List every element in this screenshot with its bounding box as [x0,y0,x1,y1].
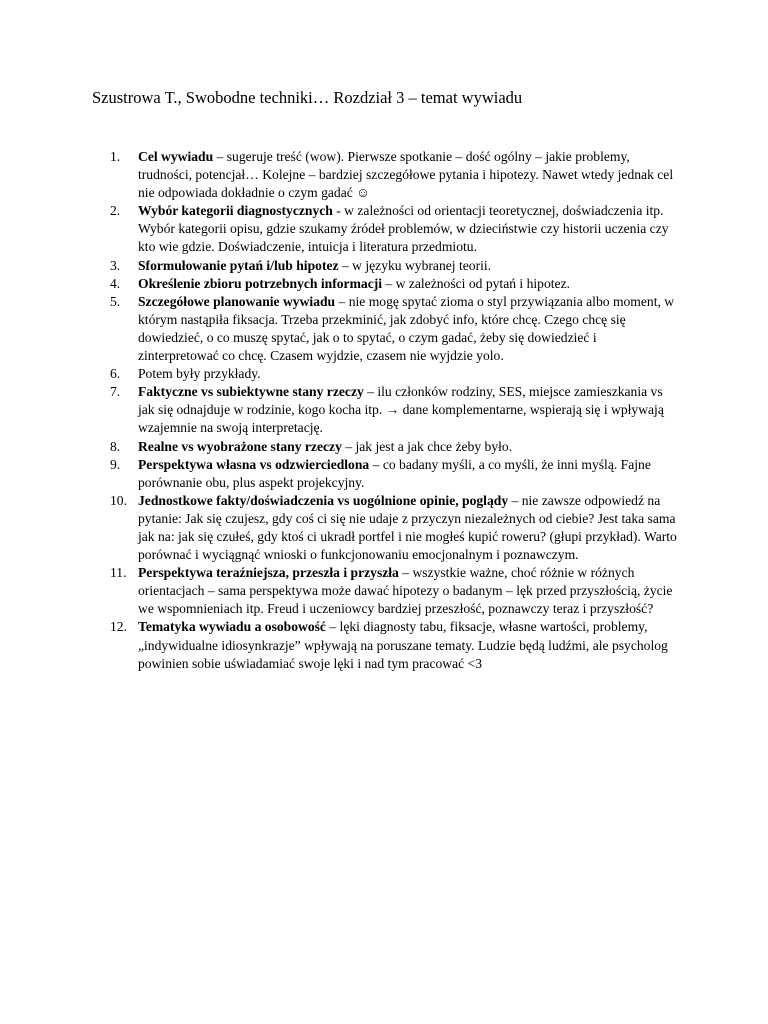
item-text: – jak jest a jak chce żeby było. [341,438,513,454]
item-number: 10. [110,492,127,508]
item-number: 11. [110,565,127,581]
item-text: – w zależności od pytań i hipotez. [382,275,571,291]
item-heading: Sformułowanie pytań i/lub hipotez [138,257,339,273]
item-heading: Szczegółowe planowanie wywiadu [138,293,336,309]
item-text: – ilu członków rodziny, SES, miejsce zamieszkania vs jak się odnajduje w rodzinie, kogo kocha itp. → dane komplementarne, wspierają się i wpływają wzajemnie na swoją interpretację. [138,384,664,436]
list-item [0,202,678,256]
item-text: – lęki diagnosty tabu, fiksacje, własne wartości, problemy, „indywidualne idiosynkrazje” wpływają na poruszane tematy. Ludzie będą ludźmi, ale psycholog powinien sobie uświadamiać swoje lęki i nad tym pracować <3 [138,619,668,671]
item-text: – w języku wybranej teorii. [338,257,492,273]
item-text: - w zależności od orientacji teoretycznej, doświadczenia itp. Wybór kategorii opisu, gdzie szukamy źródeł problemów, w dzieciństwie czy historii uczenia czy kto wie gdzie. Doświadczenie, intuicja i literatura przedmiotu. [138,203,669,255]
list-item [0,293,678,365]
item-number: 3. [110,257,121,273]
item-text: – co badany myśli, a co myśli, że inni myślą. Fajne porównanie obu, plus aspekt projekcyjny. [138,456,651,490]
item-heading: Realne vs wyobrażone stany rzeczy [138,438,342,454]
item-heading: Perspektywa własna vs odzwierciedlona [138,456,370,472]
list-item [0,383,678,437]
item-text: Potem były przykłady. [138,366,261,382]
item-heading: Określenie zbioru potrzebnych informacji [138,275,383,291]
document-title: Szustrowa T., Swobodne techniki… Rozdział 3 – temat wywiadu [92,88,523,107]
item-heading: Faktyczne vs subiektywne stany rzeczy [138,384,364,400]
list-item [0,438,678,456]
item-number: 8. [110,438,121,454]
item-number: 1. [110,149,121,164]
item-number: 2. [110,203,121,219]
list-item [0,365,678,383]
list-item [0,456,678,492]
list-item [0,257,678,275]
item-number: 12. [110,619,127,635]
item-number: 5. [110,293,121,309]
item-heading: Perspektywa teraźniejsza, przeszła i przyszła [138,565,399,581]
numbered-list [0,148,768,673]
list-item [0,275,678,293]
item-number: 6. [110,366,121,382]
item-text: – nie mogę spytać zioma o styl przywiązania albo moment, w którym nastąpiła fiksacja. Trzeba przekminić, jak zdobyć info, które chcę. Czego chcę się dowiedzieć, o co muszę spytać, jak o to spytać, o czym gadać, żeby się dowiedzieć i zinterpretować co chcę. Czasem wyjdzie, czasem nie wyjdzie yolo. [138,293,675,364]
item-heading: Jednostkowe fakty/doświadczenia vs uogólnione opinie, poglądy [138,492,509,508]
item-number: 7. [110,384,121,400]
list-item [0,564,678,618]
list-item [0,492,678,564]
list-item [0,618,678,672]
item-text: – nie zawsze odpowiedź na pytanie: Jak się czujesz, gdy coś ci się nie udaje z przyczyn niezależnych od ciebie? Jest taka sama jak na: jak się czułeś, gdy ktoś ci ukradł portfel i nie mogłeś kupić roweru? (głupi przykład). Warto porównać i wyciągnąć wnioski o funkcjonowaniu emocjonalnym i poznawczym. [138,492,677,563]
item-heading: Tematyka wywiadu a osobowość [138,619,326,635]
item-number: 9. [110,456,121,472]
item-heading: Cel wywiadu [138,149,214,164]
item-heading: Wybór kategorii diagnostycznych [138,203,333,219]
item-number: 4. [110,275,121,291]
list-item [0,148,678,202]
item-text: – wszystkie ważne, choć różnie w różnych orientacjach – sama perspektywa może dawać hipotezy o badanym – lęk przed przyszłością, życie we wspomnieniach itp. Freud i uczeniowcy bardziej przeszłość, poznawczy teraz i przyszłość? [138,565,673,617]
item-text: – sugeruje treść (wow). Pierwsze spotkanie – dość ogólny – jakie problemy, trudności, potencjał… Kolejne – bardziej szczegółowe pytania i hipotezy. Nawet wtedy jednak cel nie odpowiada dokładnie o czym gadać ☺ [138,149,674,201]
